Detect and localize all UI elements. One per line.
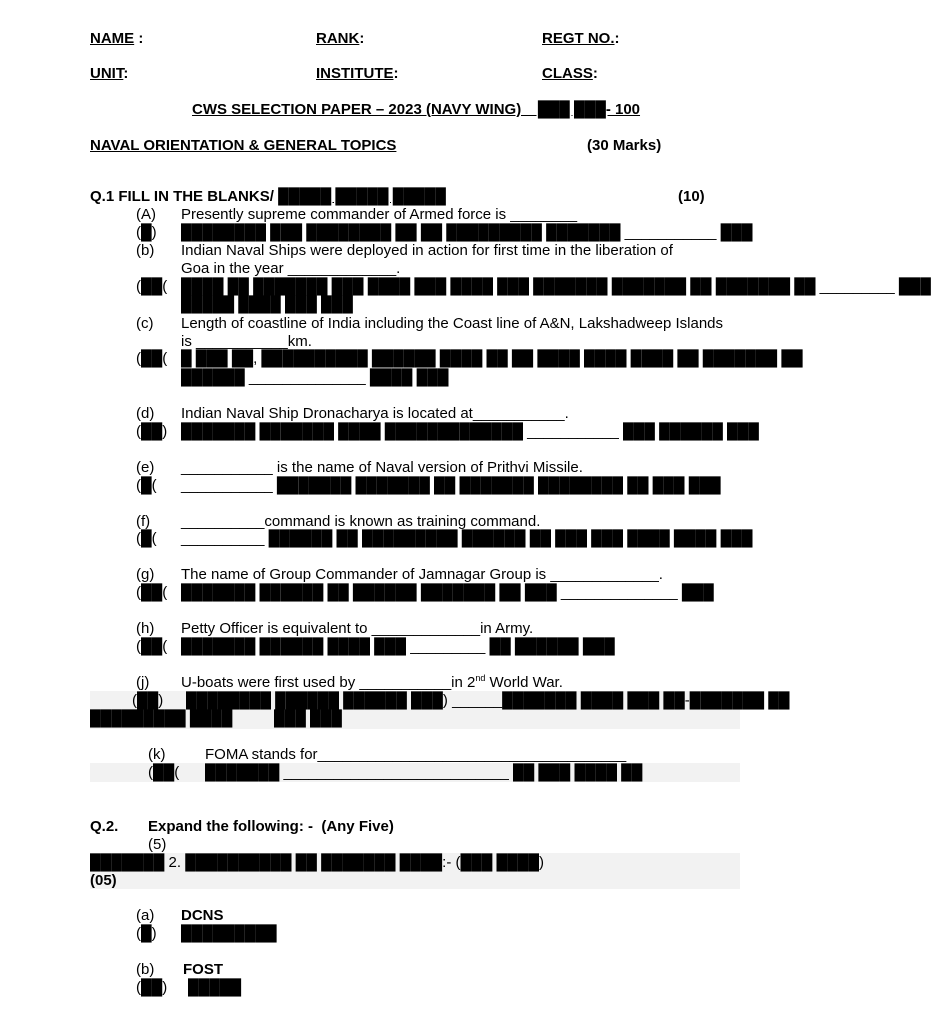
q1-item-text-hindi: ███████ ___________________________ ██ ███ ████ ██ — [205, 764, 643, 781]
q2-item-term: FOST — [183, 961, 223, 978]
q1-item-text: __________command is known as training command. — [181, 513, 541, 530]
q1-item-label: (██( — [148, 764, 180, 781]
q2-heading-hindi: ███████ 2. ██████████ ██ ███████ ████:- (███ ████) — [90, 854, 545, 871]
q1-item-label: (██) — [136, 423, 168, 440]
q1-item-text-hindi: ████ ██ ███████ ███ ████ ███ ████ ███ ███████ ███████ ██ ███████ ██ _________ ███ — [181, 278, 931, 295]
q1-item-text-hindi: ███████ ███████ ████ █████████████ ___________ ███ ██████ ███ — [181, 423, 759, 440]
q1-item-text: Indian Naval Ships were deployed in action for first time in the liberation of — [181, 242, 673, 259]
q1-item-text: Petty Officer is equivalent to _____________in Army. — [181, 620, 534, 637]
q2-heading: Expand the following: - (Any Five) — [148, 818, 394, 835]
q1-item-label: (b) — [136, 242, 155, 259]
q2-marks-hindi: (05) — [90, 872, 117, 889]
q1-item-text-hindi: ___________ ███████ ███████ ██ ███████ ████████ ██ ███ ███ — [181, 477, 721, 494]
q2-item-label: (██) — [136, 979, 168, 996]
superscript: nd — [475, 673, 486, 683]
q1-item-text-cont: █████████ ████ ███ ███ — [90, 710, 342, 727]
name-field-label: NAME : — [90, 30, 144, 47]
q1-item-label: (e) — [136, 459, 155, 476]
section-marks: (30 Marks) — [587, 137, 662, 154]
q2-item-term-hindi: █████████ — [181, 925, 277, 942]
q2-number: Q.2. — [90, 818, 119, 835]
rank-field-label: RANK: — [316, 30, 365, 47]
q1-marks: (10) — [678, 188, 705, 205]
q1-item-label: (j) — [136, 674, 150, 691]
q1-item-label: (██( — [136, 638, 168, 655]
q1-item-text: U-boats were first used by ___________in 2nd World War. — [181, 673, 563, 691]
q2-item-term-hindi: █████ — [188, 979, 242, 996]
q1-item-label: (██( — [136, 350, 168, 367]
q1-item-label: (█) — [136, 224, 157, 241]
unit-field-label: UNIT: — [90, 65, 129, 82]
q2-item-label: (b) — [136, 961, 155, 978]
q1-item-text-hindi: __________ ██████ ██ █████████ ██████ ██ ███ ███ ████ ████ ███ — [181, 530, 753, 547]
section-title: NAVAL ORIENTATION & GENERAL TOPICS — [90, 137, 397, 154]
q1-item-text-hindi: ███████ ██████ ████ ███ _________ ██ ██████ ███ — [181, 638, 615, 655]
q1-item-label: (█( — [136, 477, 157, 494]
q1-item-label: (k) — [148, 746, 166, 763]
q1-item-text-hindi: ████████ ██████ ██████ ███) ______███████ ████ ███ ██-███████ ██ — [186, 692, 790, 709]
q1-item-text: ___________ is the name of Naval version of Prithvi Missile. — [181, 459, 583, 476]
q1-item-label: (d) — [136, 405, 155, 422]
q1-item-text-cont: █████ ████ ███ ███ — [181, 296, 353, 313]
q1-item-text-hindi: █ ███ ██, ██████████ ██████ ████ ██ ██ ████ ████ ████ ██ ███████ ██ — [181, 350, 803, 367]
q1-item-text-cont: ██████ ______________ ████ ███ — [181, 369, 449, 386]
regt-no-field-label: REGT NO.: — [542, 30, 620, 47]
q2-item-label: (█) — [136, 925, 157, 942]
q1-item-text: Length of coastline of India including the Coast line of A&N, Lakshadweep Islands — [181, 315, 724, 332]
q1-item-label: (A) — [136, 206, 156, 223]
q2-item-label: (a) — [136, 907, 155, 924]
q1-item-text-cont: is ___________km. — [181, 333, 312, 350]
q1-item-text: Presently supreme commander of Armed force is ________ — [181, 206, 578, 223]
q2-marks: (5) — [148, 836, 167, 853]
q1-item-label: (██) — [132, 692, 164, 709]
q1-item-text-hindi: ███████ ██████ ██ ██████ ███████ ██ ███ ______________ ███ — [181, 584, 714, 601]
q1-item-text-cont: Goa in the year _____________. — [181, 260, 401, 277]
q1-heading: Q.1 FILL IN THE BLANKS/ █████ █████ █████ — [90, 188, 446, 205]
q1-item-label: (h) — [136, 620, 155, 637]
q2-item-term: DCNS — [181, 907, 224, 924]
paper-title: CWS SELECTION PAPER – 2023 (NAVY WING) ███ ███- 100 — [192, 101, 641, 118]
q1-item-text: FOMA stands for_____________________________________ — [205, 746, 627, 763]
institute-field-label: INSTITUTE: — [316, 65, 399, 82]
class-field-label: CLASS: — [542, 65, 598, 82]
q1-item-label: (f) — [136, 513, 151, 530]
q1-item-label: (g) — [136, 566, 155, 583]
q1-item-label: (██( — [136, 584, 168, 601]
q1-item-label: (█( — [136, 530, 157, 547]
q1-item-text: Indian Naval Ship Dronacharya is located at___________. — [181, 405, 569, 422]
q1-item-label: (c) — [136, 315, 154, 332]
q1-item-text: The name of Group Commander of Jamnagar Group is _____________. — [181, 566, 663, 583]
q1-item-label: (██( — [136, 278, 168, 295]
q1-item-text-hindi: ████████ ███ ████████ ██ ██ █████████ ███████ ___________ ███ — [181, 224, 753, 241]
